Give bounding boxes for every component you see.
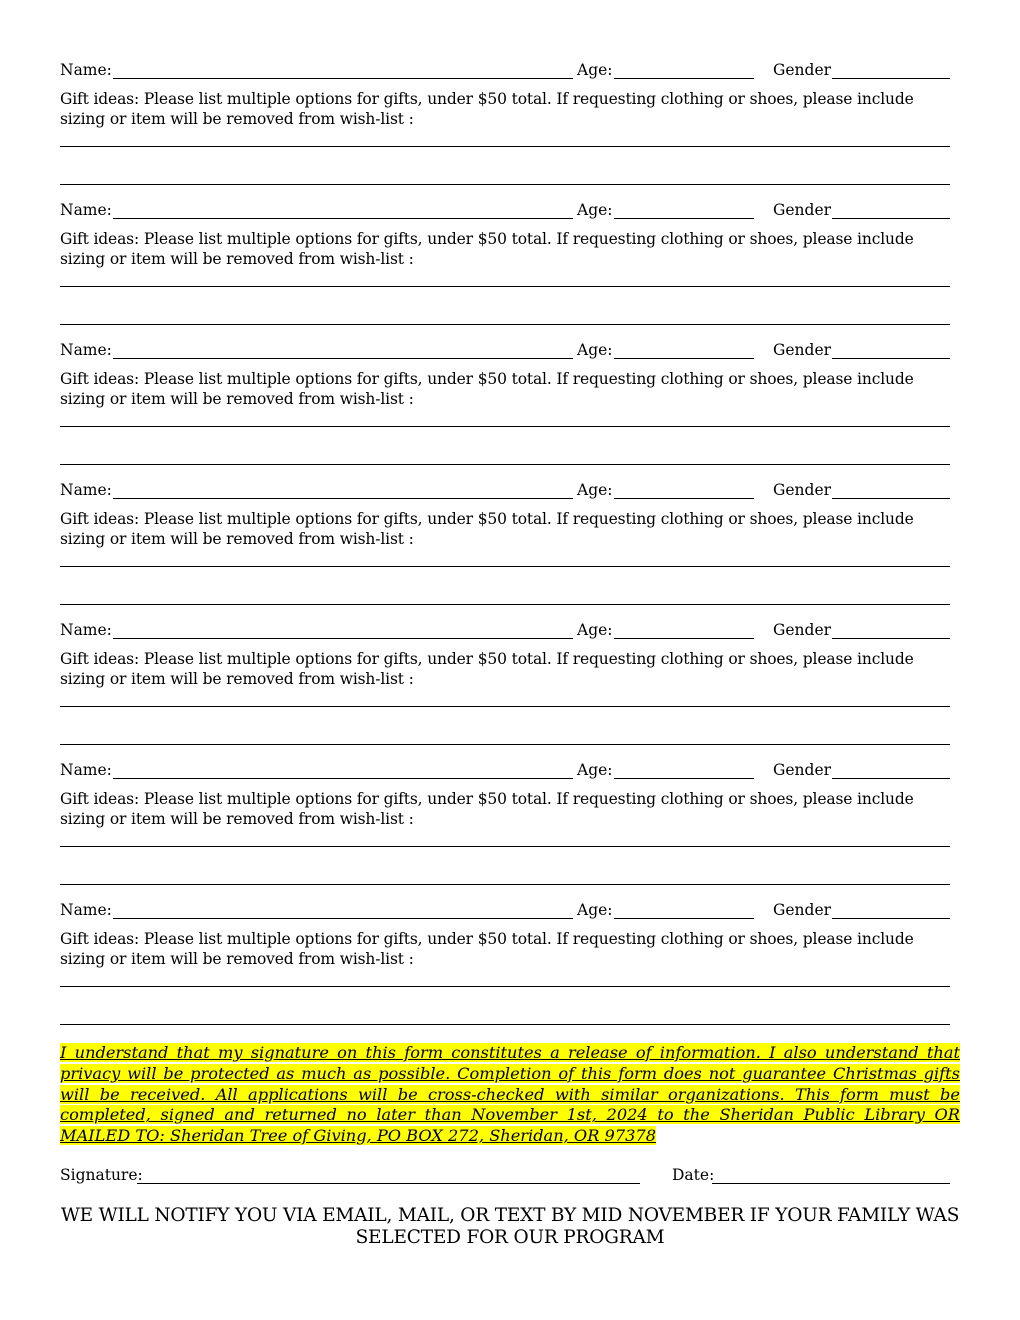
gift-ideas-line[interactable] — [60, 184, 950, 185]
age-field[interactable] — [614, 60, 754, 79]
name-label: Name: — [60, 761, 112, 779]
age-field[interactable] — [614, 900, 754, 919]
age-label: Age: — [577, 61, 613, 79]
age-field[interactable] — [614, 480, 754, 499]
age-label: Age: — [577, 621, 613, 639]
gift-ideas-line[interactable] — [60, 324, 950, 325]
gift-ideas-line[interactable] — [60, 604, 950, 605]
gift-ideas-line[interactable] — [60, 1024, 950, 1025]
child-info-row — [60, 900, 950, 922]
gift-ideas-line[interactable] — [60, 426, 950, 427]
notice-line-1: WE WILL NOTIFY YOU VIA EMAIL, MAIL, OR TEXT BY MID NOVEMBER IF YOUR FAMILY WAS — [60, 1205, 960, 1226]
gender-label: Gender — [773, 901, 832, 919]
gender-field[interactable] — [832, 60, 950, 79]
gift-ideas-line[interactable] — [60, 744, 950, 745]
gender-label: Gender — [773, 761, 832, 779]
gift-instructions: Gift ideas: Please list multiple options for gifts, under $50 total. If requesting clothing or shoes, please include sizing or item will be removed from wish-list : — [60, 230, 914, 268]
release-disclaimer — [60, 1043, 960, 1147]
name-field[interactable] — [113, 200, 573, 219]
child-info-row — [60, 200, 950, 222]
gift-instructions: Gift ideas: Please list multiple options for gifts, under $50 total. If requesting clothing or shoes, please include sizing or item will be removed from wish-list : — [60, 650, 914, 688]
age-field[interactable] — [614, 200, 754, 219]
age-field[interactable] — [614, 620, 754, 639]
age-label: Age: — [577, 481, 613, 499]
signature-label: Signature: — [60, 1166, 143, 1184]
name-field[interactable] — [113, 620, 573, 639]
gift-ideas-line[interactable] — [60, 146, 950, 147]
gender-label: Gender — [773, 61, 832, 79]
name-label: Name: — [60, 481, 112, 499]
age-label: Age: — [577, 761, 613, 779]
name-label: Name: — [60, 341, 112, 359]
gender-field[interactable] — [832, 340, 950, 359]
child-info-row — [60, 480, 950, 502]
child-info-row — [60, 60, 950, 82]
child-info-row — [60, 760, 950, 782]
signature-field[interactable] — [137, 1165, 640, 1184]
age-label: Age: — [577, 201, 613, 219]
child-entry — [60, 900, 950, 1040]
gift-ideas-line[interactable] — [60, 464, 950, 465]
date-field[interactable] — [712, 1165, 950, 1184]
gender-field[interactable] — [832, 900, 950, 919]
gift-instructions: Gift ideas: Please list multiple options for gifts, under $50 total. If requesting clothing or shoes, please include sizing or item will be removed from wish-list : — [60, 790, 914, 828]
gift-instructions: Gift ideas: Please list multiple options for gifts, under $50 total. If requesting clothing or shoes, please include sizing or item will be removed from wish-list : — [60, 510, 914, 548]
gift-ideas-line[interactable] — [60, 986, 950, 987]
signature-row — [60, 1165, 950, 1187]
child-entry — [60, 760, 950, 900]
child-info-row — [60, 620, 950, 642]
gift-ideas-line[interactable] — [60, 566, 950, 567]
gender-field[interactable] — [832, 480, 950, 499]
gift-ideas-line[interactable] — [60, 884, 950, 885]
gender-label: Gender — [773, 481, 832, 499]
gender-field[interactable] — [832, 620, 950, 639]
gender-field[interactable] — [832, 200, 950, 219]
gender-label: Gender — [773, 201, 832, 219]
name-field[interactable] — [113, 60, 573, 79]
gender-field[interactable] — [832, 760, 950, 779]
child-entry — [60, 60, 950, 200]
age-field[interactable] — [614, 760, 754, 779]
gift-ideas-line[interactable] — [60, 286, 950, 287]
disclaimer-text: I understand that my signature on this form constitutes a release of information. I also understand that privacy will be protected as much as possible. Completion of this form does not guarantee Christmas gifts will be received. All applications will be cross-checked with similar organizations. This form must be completed, signed and returned no later than November 1st, 2024 to the Sheridan Public Library OR MAILED TO: Sheridan Tree of Giving, PO BOX 272, Sheridan, OR 97378 — [60, 1043, 960, 1146]
notice-line-2: SELECTED FOR OUR PROGRAM — [355, 1227, 665, 1248]
name-label: Name: — [60, 61, 112, 79]
age-label: Age: — [577, 901, 613, 919]
name-field[interactable] — [113, 900, 573, 919]
name-field[interactable] — [113, 760, 573, 779]
child-info-row — [60, 340, 950, 362]
name-field[interactable] — [113, 480, 573, 499]
notification-notice — [40, 1205, 980, 1249]
age-label: Age: — [577, 341, 613, 359]
gift-instructions: Gift ideas: Please list multiple options for gifts, under $50 total. If requesting clothing or shoes, please include sizing or item will be removed from wish-list : — [60, 930, 914, 968]
gift-instructions: Gift ideas: Please list multiple options for gifts, under $50 total. If requesting clothing or shoes, please include sizing or item will be removed from wish-list : — [60, 90, 914, 128]
child-entry — [60, 200, 950, 340]
gift-ideas-line[interactable] — [60, 706, 950, 707]
gift-ideas-line[interactable] — [60, 846, 950, 847]
child-entry — [60, 620, 950, 760]
child-entry — [60, 480, 950, 620]
gender-label: Gender — [773, 621, 832, 639]
name-field[interactable] — [113, 340, 573, 359]
name-label: Name: — [60, 621, 112, 639]
gift-instructions: Gift ideas: Please list multiple options for gifts, under $50 total. If requesting clothing or shoes, please include sizing or item will be removed from wish-list : — [60, 370, 914, 408]
date-label: Date: — [672, 1166, 715, 1184]
age-field[interactable] — [614, 340, 754, 359]
name-label: Name: — [60, 201, 112, 219]
name-label: Name: — [60, 901, 112, 919]
child-entry — [60, 340, 950, 480]
gender-label: Gender — [773, 341, 832, 359]
